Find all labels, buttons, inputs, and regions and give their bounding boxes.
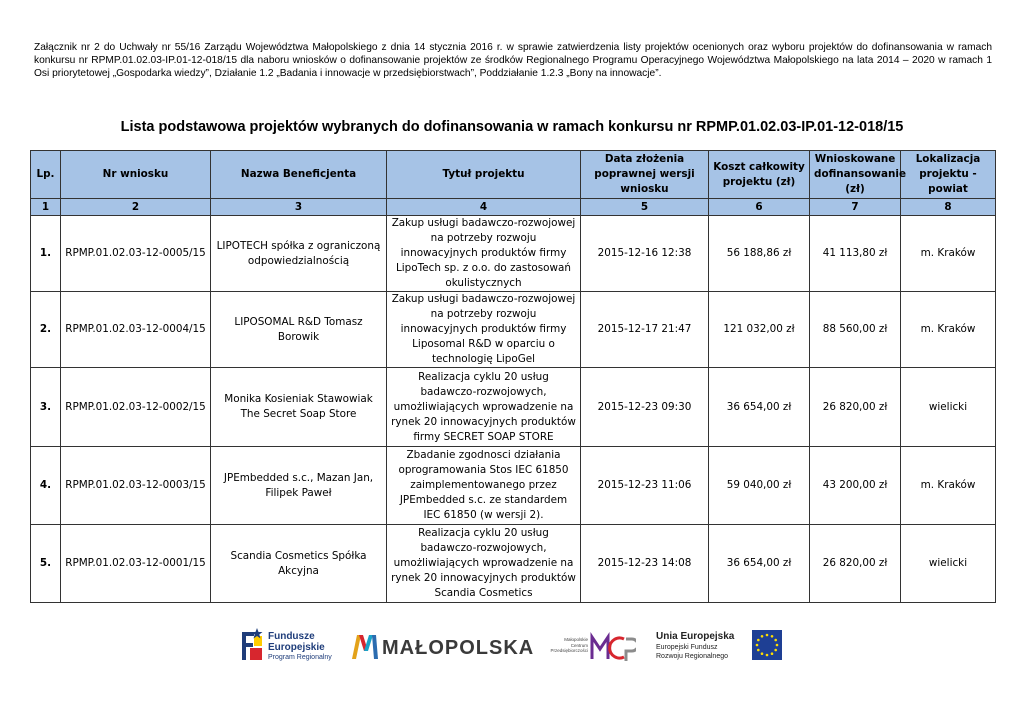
eu-logo	[656, 625, 784, 670]
eu-text	[656, 631, 734, 661]
document-title: Lista podstawowa projektów wybranych do dofinansowania w ramach konkursu nr RPMP.01.02.03-IP.01-12-018/15	[120, 119, 904, 135]
cell-koszt: 56 188,86 zł	[709, 216, 810, 292]
fe-line2: Europejskie	[268, 642, 325, 653]
eu-line1: Unia Europejska	[656, 631, 735, 642]
cell-koszt: 36 654,00 zł	[709, 368, 810, 447]
cell-koszt: 121 032,00 zł	[709, 292, 810, 368]
column-number: 4	[387, 199, 581, 216]
malopolska-text: MAŁOPOLSKA	[382, 637, 535, 659]
header-note: Załącznik nr 2 do Uchwały nr 55/16 Zarządu Województwa Małopolskiego z dnia 14 stycznia 2016 r. w sprawie zatwierdzenia listy projektów ocenionych oraz wyboru projektów do dofinansowania w ramach konkursu nr RPMP.01.02.03-IP.01-12-018/15 dla naboru wniosków o dofinansowanie projektów ze środków Regionalnego Programu Operacyjnego Województwa Małopolskiego na lata 2014 – 2020 w ramach 1 Osi priorytetowej „Gospodarka wiedzy”, Działanie 1.2 „Badania i innowacje w przedsiębiorstwach”, Poddziałanie 1.2.3 „Bony na innowacje”.	[34, 42, 992, 79]
fundusze-europejskie-logo	[240, 625, 340, 670]
table-row	[31, 216, 996, 292]
column-number: 8	[901, 199, 996, 216]
mcp-mark-icon	[590, 631, 636, 663]
cell-beneficjent: LIPOSOMAL R&D Tomasz Borowik	[211, 292, 387, 368]
cell-powiat: wielicki	[901, 368, 996, 447]
cell-tytul: Zakup usługi badawczo-rozwojowej na potrzeby rozwoju innowacyjnych produktów firmy LipoTech sp. z o.o. do zastosowań okulistycznych	[387, 216, 581, 292]
cell-powiat: wielicki	[901, 525, 996, 603]
cell-beneficjent: Monika Kosieniak Stawowiak The Secret Soap Store	[211, 368, 387, 447]
cell-dofinansowanie: 88 560,00 zł	[810, 292, 901, 368]
cell-dofinansowanie: 26 820,00 zł	[810, 525, 901, 603]
column-numbers-row	[31, 199, 996, 216]
header-beneficjent: Nazwa Beneficjenta	[211, 151, 387, 199]
header-powiat: Lokalizacja projektu - powiat	[901, 151, 996, 199]
cell-powiat: m. Kraków	[901, 216, 996, 292]
table-row	[31, 368, 996, 447]
column-number: 2	[61, 199, 211, 216]
fundusze-europejskie-text	[268, 631, 332, 663]
fe-line3: Program Regionalny	[268, 654, 332, 661]
cell-powiat: m. Kraków	[901, 292, 996, 368]
column-number: 7	[810, 199, 901, 216]
cell-nr-wniosku: RPMP.01.02.03-12-0005/15	[61, 216, 211, 292]
cell-nr-wniosku: RPMP.01.02.03-12-0003/15	[61, 447, 211, 525]
mcp-logo	[546, 625, 638, 670]
header-dofinansowanie: Wnioskowane dofinansowanie (zł)	[810, 151, 901, 199]
cell-tytul: Realizacja cyklu 20 usług badawczo-rozwojowych, umożliwiających wprowadzenie na rynek 20 innowacyjnych produktów firmy SECRET SOAP STORE	[387, 368, 581, 447]
cell-nr-wniosku: RPMP.01.02.03-12-0004/15	[61, 292, 211, 368]
table-row	[31, 525, 996, 603]
cell-koszt: 59 040,00 zł	[709, 447, 810, 525]
header-lp: Lp.	[31, 151, 61, 199]
eu-line3: Rozwoju Regionalnego	[656, 653, 728, 660]
cell-beneficjent: LIPOTECH spółka z ograniczoną odpowiedzialnością	[211, 216, 387, 292]
column-number: 1	[31, 199, 61, 216]
malopolska-m-mark-icon	[352, 635, 378, 659]
malopolska-logo	[352, 625, 535, 670]
table-header-row	[31, 151, 996, 199]
column-number: 6	[709, 199, 810, 216]
fe-line1: Fundusze	[268, 631, 315, 642]
cell-nr-wniosku: RPMP.01.02.03-12-0002/15	[61, 368, 211, 447]
cell-tytul: Zakup usługi badawczo-rozwojowej na potrzeby rozwoju innowacyjnych produktów firmy Liposomal R&D w oparciu o technologię LipoGel	[387, 292, 581, 368]
mcp-text: Małopolskie Centrum Przedsiębiorczości	[550, 637, 588, 653]
header-tytul: Tytuł projektu	[387, 151, 581, 199]
cell-nr-wniosku: RPMP.01.02.03-12-0001/15	[61, 525, 211, 603]
cell-beneficjent: Scandia Cosmetics Spółka Akcyjna	[211, 525, 387, 603]
cell-data: 2015-12-16 12:38	[581, 216, 709, 292]
cell-lp: 3.	[31, 368, 61, 447]
projects-table	[30, 150, 996, 603]
cell-tytul: Realizacja cyklu 20 usług badawczo-rozwojowych, umożliwiających wprowadzenie na rynek 20 innowacyjnych produktów Scandia Cosmetics	[387, 525, 581, 603]
cell-lp: 5.	[31, 525, 61, 603]
eu-flag-icon	[752, 630, 782, 660]
cell-data: 2015-12-23 14:08	[581, 525, 709, 603]
cell-koszt: 36 654,00 zł	[709, 525, 810, 603]
cell-data: 2015-12-23 11:06	[581, 447, 709, 525]
header-nr-wniosku: Nr wniosku	[61, 151, 211, 199]
cell-data: 2015-12-17 21:47	[581, 292, 709, 368]
cell-data: 2015-12-23 09:30	[581, 368, 709, 447]
cell-beneficjent: JPEmbedded s.c., Mazan Jan, Filipek Paweł	[211, 447, 387, 525]
cell-lp: 4.	[31, 447, 61, 525]
cell-lp: 1.	[31, 216, 61, 292]
table-row	[31, 292, 996, 368]
cell-dofinansowanie: 26 820,00 zł	[810, 368, 901, 447]
cell-dofinansowanie: 41 113,80 zł	[810, 216, 901, 292]
cell-lp: 2.	[31, 292, 61, 368]
header-data: Data złożenia poprawnej wersji wniosku	[581, 151, 709, 199]
column-number: 3	[211, 199, 387, 216]
cell-powiat: m. Kraków	[901, 447, 996, 525]
cell-tytul: Zbadanie zgodnosci działania oprogramowania Stos IEC 61850 zaimplementowanego przez JPEmbedded s.c. ze standardem IEC 61850 (w wersji 2).	[387, 447, 581, 525]
cell-dofinansowanie: 43 200,00 zł	[810, 447, 901, 525]
table-row	[31, 447, 996, 525]
column-number: 5	[581, 199, 709, 216]
header-koszt: Koszt całkowity projektu (zł)	[709, 151, 810, 199]
fundusze-europejskie-star-mark-icon	[240, 626, 264, 664]
eu-line2: Europejski Fundusz	[656, 644, 718, 651]
